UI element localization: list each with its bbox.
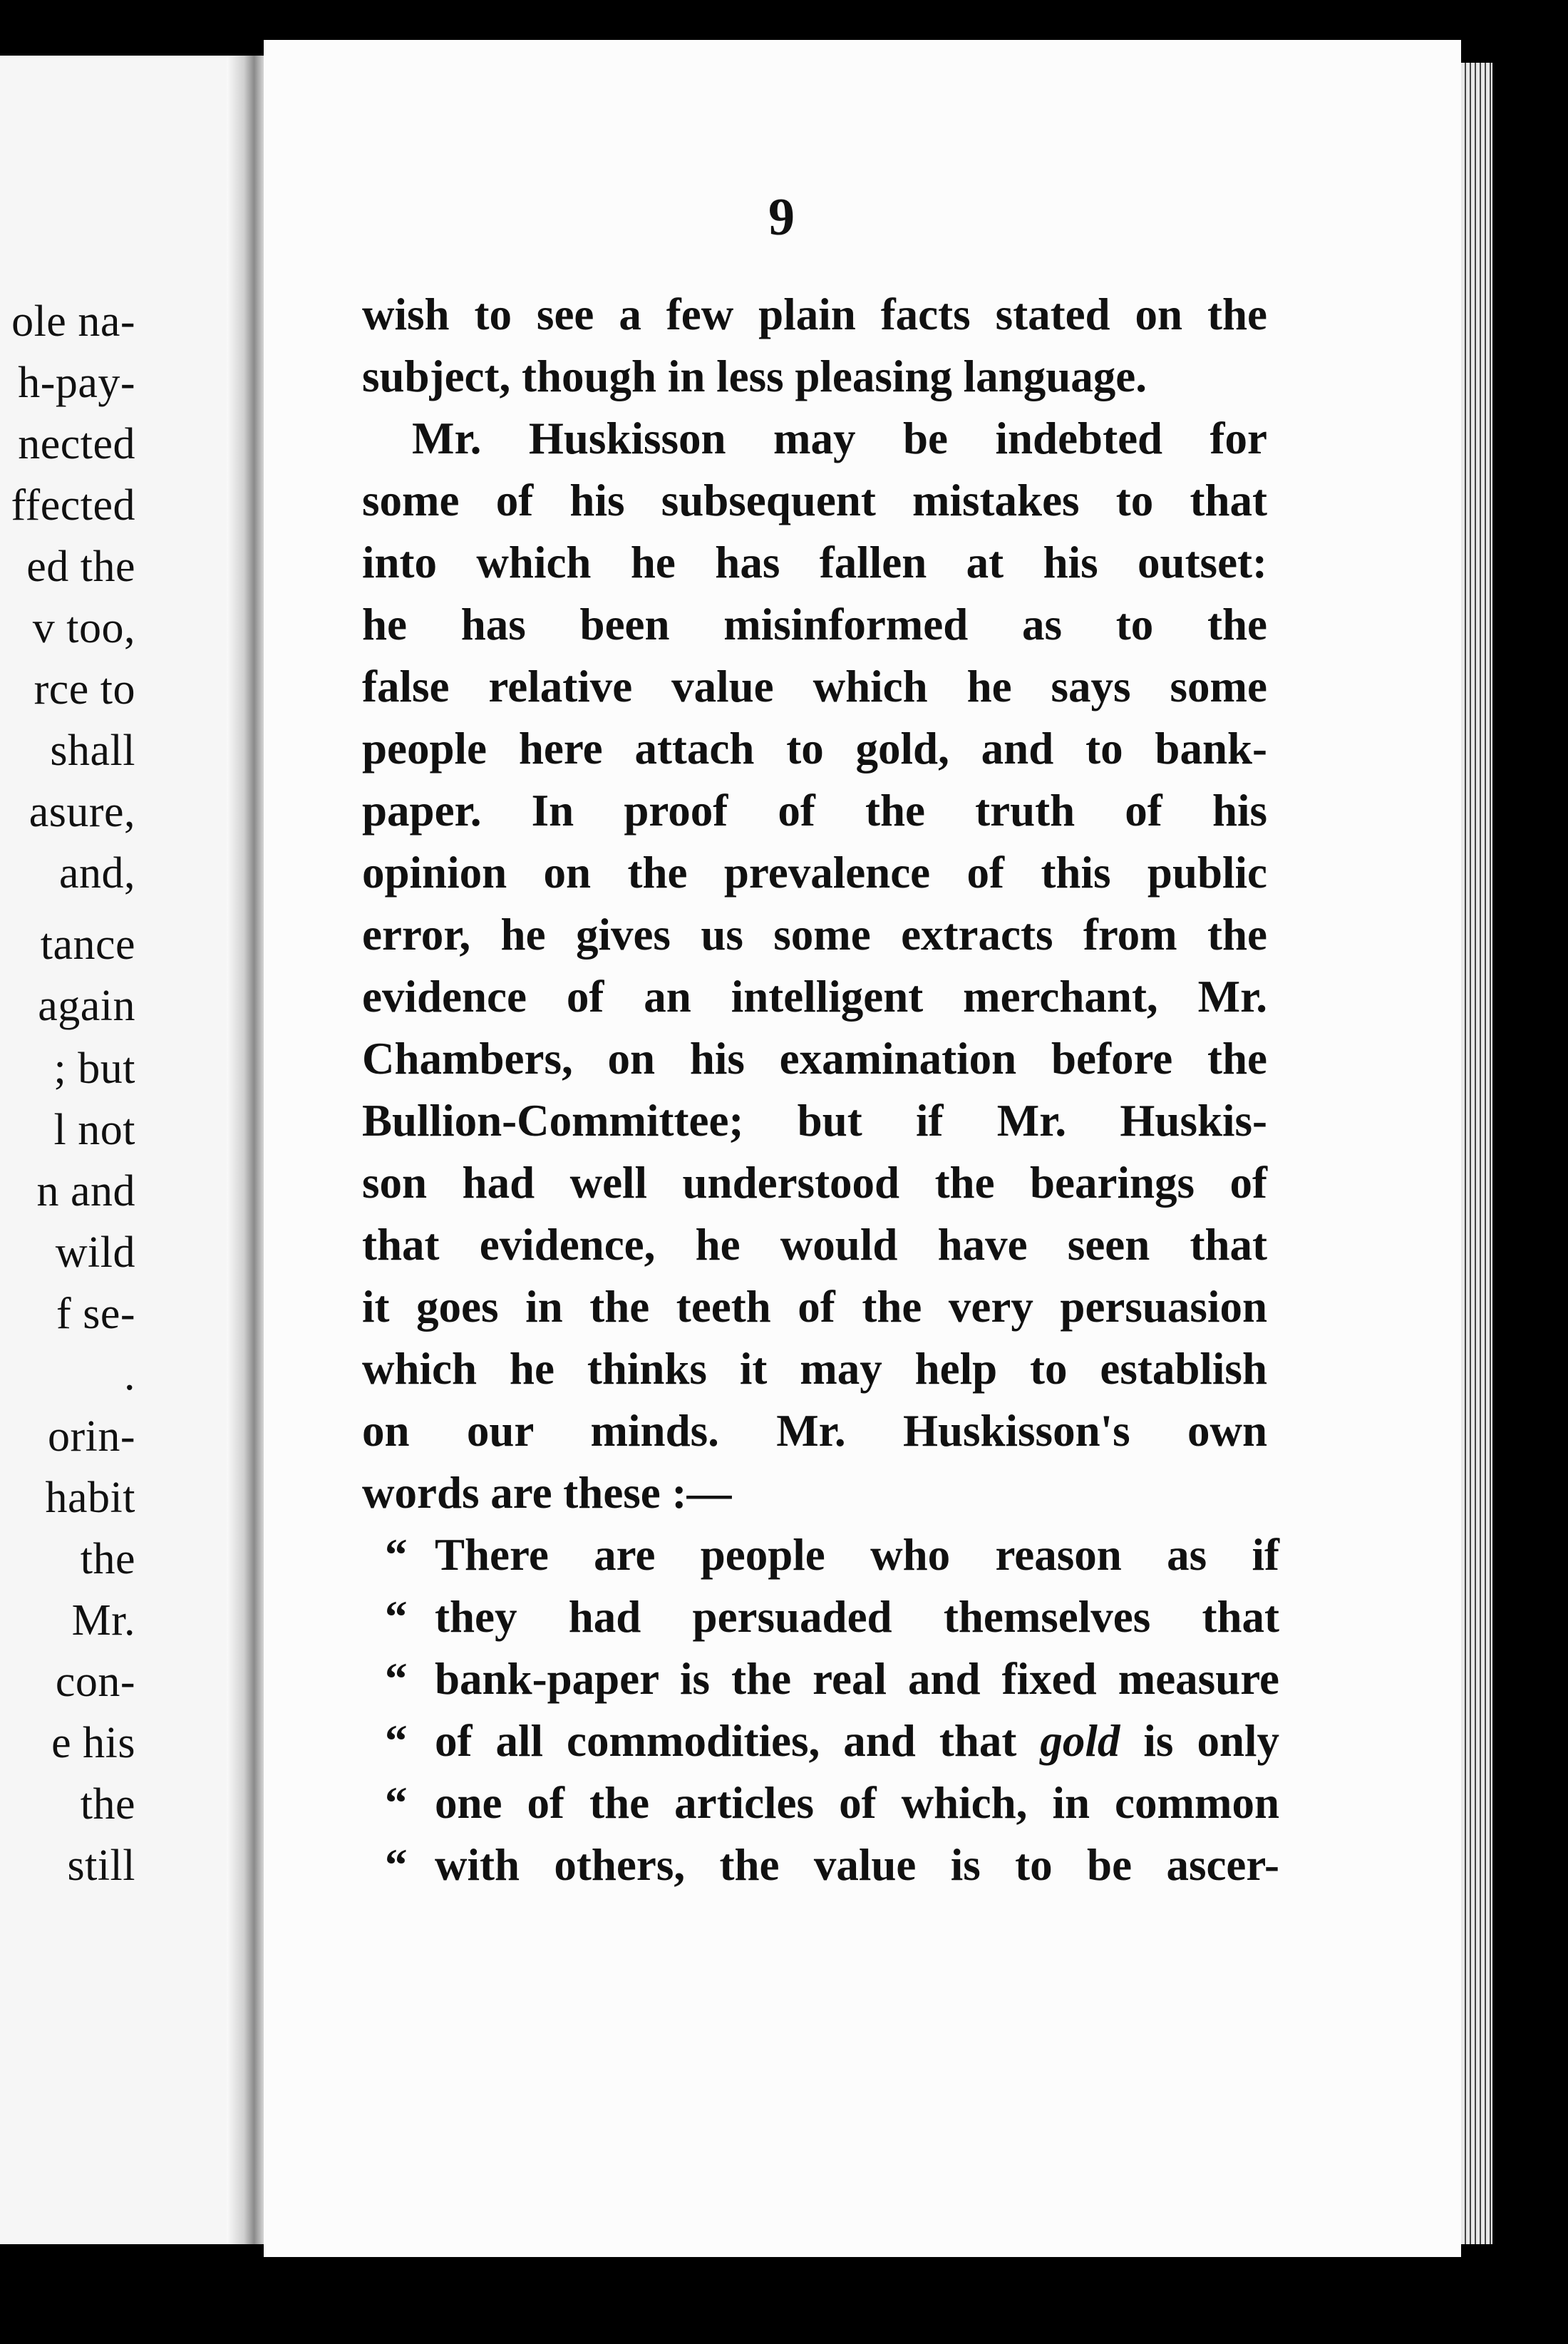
text-line: false relative value which he says some <box>362 662 1267 711</box>
text-line: he has been misinformed as to the <box>362 600 1267 649</box>
page-number: 9 <box>768 188 795 247</box>
verso-line: ffected <box>11 481 135 530</box>
page-edges <box>1461 63 1492 2244</box>
text-line: words are these :— <box>362 1468 732 1518</box>
verso-line: again <box>38 982 135 1030</box>
verso-line: Mr. <box>71 1596 135 1645</box>
verso-line: habit <box>45 1474 135 1522</box>
text-line: opinion on the prevalence of this public <box>362 848 1267 898</box>
quote-text <box>435 1716 1280 1766</box>
verso-line: h-pay- <box>18 359 135 407</box>
text-line: on our minds. Mr. Huskisson's own <box>362 1406 1267 1456</box>
quote-mark: “ <box>385 1778 408 1828</box>
verso-line: wild <box>55 1228 135 1277</box>
quote-text: with others, the value is to be ascer- <box>435 1840 1279 1890</box>
verso-line: n and <box>36 1167 135 1215</box>
verso-line: tance <box>40 920 135 969</box>
quote-line <box>385 1654 1279 1704</box>
verso-line: . <box>124 1351 135 1399</box>
verso-line: and, <box>58 849 135 898</box>
verso-line: shall <box>50 726 135 775</box>
verso-line: rce to <box>33 665 135 714</box>
text-line: some of his subsequent mistakes to that <box>362 476 1267 525</box>
quote-text: one of the articles of which, in common <box>435 1778 1279 1828</box>
text-line: people here attach to gold, and to bank- <box>362 724 1267 773</box>
text-line: Bullion-Committee; but if Mr. Huskis- <box>362 1096 1267 1146</box>
italic-word: gold <box>1040 1716 1120 1766</box>
quote-line <box>385 1778 1279 1828</box>
text-line: it goes in the teeth of the very persuasion <box>362 1282 1267 1332</box>
quote-line <box>385 1840 1279 1890</box>
text-line: into which he has fallen at his outset: <box>362 538 1267 587</box>
quote-mark: “ <box>385 1654 408 1704</box>
quote-text-before: of all commodities, and that <box>435 1716 1041 1766</box>
quote-mark: “ <box>385 1592 408 1642</box>
text-line: which he thinks it may help to establish <box>362 1344 1267 1394</box>
quote-mark: “ <box>385 1530 408 1580</box>
verso-line: asure, <box>29 788 135 836</box>
text-line: paper. In proof of the truth of his <box>362 786 1267 836</box>
verso-line: e his <box>51 1719 135 1767</box>
quote-mark: “ <box>385 1840 408 1890</box>
verso-line: nected <box>18 420 135 468</box>
text-line: error, he gives us some extracts from the <box>362 910 1267 960</box>
text-line: evidence of an intelligent merchant, Mr. <box>362 972 1267 1022</box>
verso-line: the <box>80 1780 135 1829</box>
verso-line: v too, <box>32 604 135 652</box>
quote-text: There are people who reason as if <box>435 1530 1279 1580</box>
quote-text: they had persuaded themselves that <box>435 1592 1279 1642</box>
quote-text: bank-paper is the real and fixed measure <box>435 1654 1279 1704</box>
text-line: son had well understood the bearings of <box>362 1158 1267 1208</box>
verso-line: orin- <box>47 1412 135 1461</box>
verso-line: con- <box>55 1657 135 1706</box>
quote-text-after: is only <box>1120 1716 1280 1766</box>
text-line: Chambers, on his examination before the <box>362 1034 1267 1084</box>
verso-page <box>0 56 249 2244</box>
verso-line: the <box>80 1535 135 1583</box>
quote-line <box>385 1592 1279 1642</box>
verso-line: ; but <box>53 1044 135 1093</box>
quote-mark: “ <box>385 1716 408 1766</box>
verso-line: f se- <box>56 1290 135 1338</box>
text-line: that evidence, he would have seen that <box>362 1220 1267 1270</box>
verso-line: ole na- <box>11 297 135 346</box>
text-line: subject, though in less pleasing language. <box>362 351 1147 401</box>
verso-line: ed the <box>26 543 135 591</box>
quote-line <box>385 1530 1279 1580</box>
verso-line: l not <box>53 1106 135 1154</box>
verso-line: still <box>67 1841 135 1890</box>
text-line: Mr. Huskisson may be indebted for <box>412 413 1267 463</box>
text-line: wish to see a few plain facts stated on the <box>362 289 1267 339</box>
quote-line <box>385 1716 1280 1766</box>
